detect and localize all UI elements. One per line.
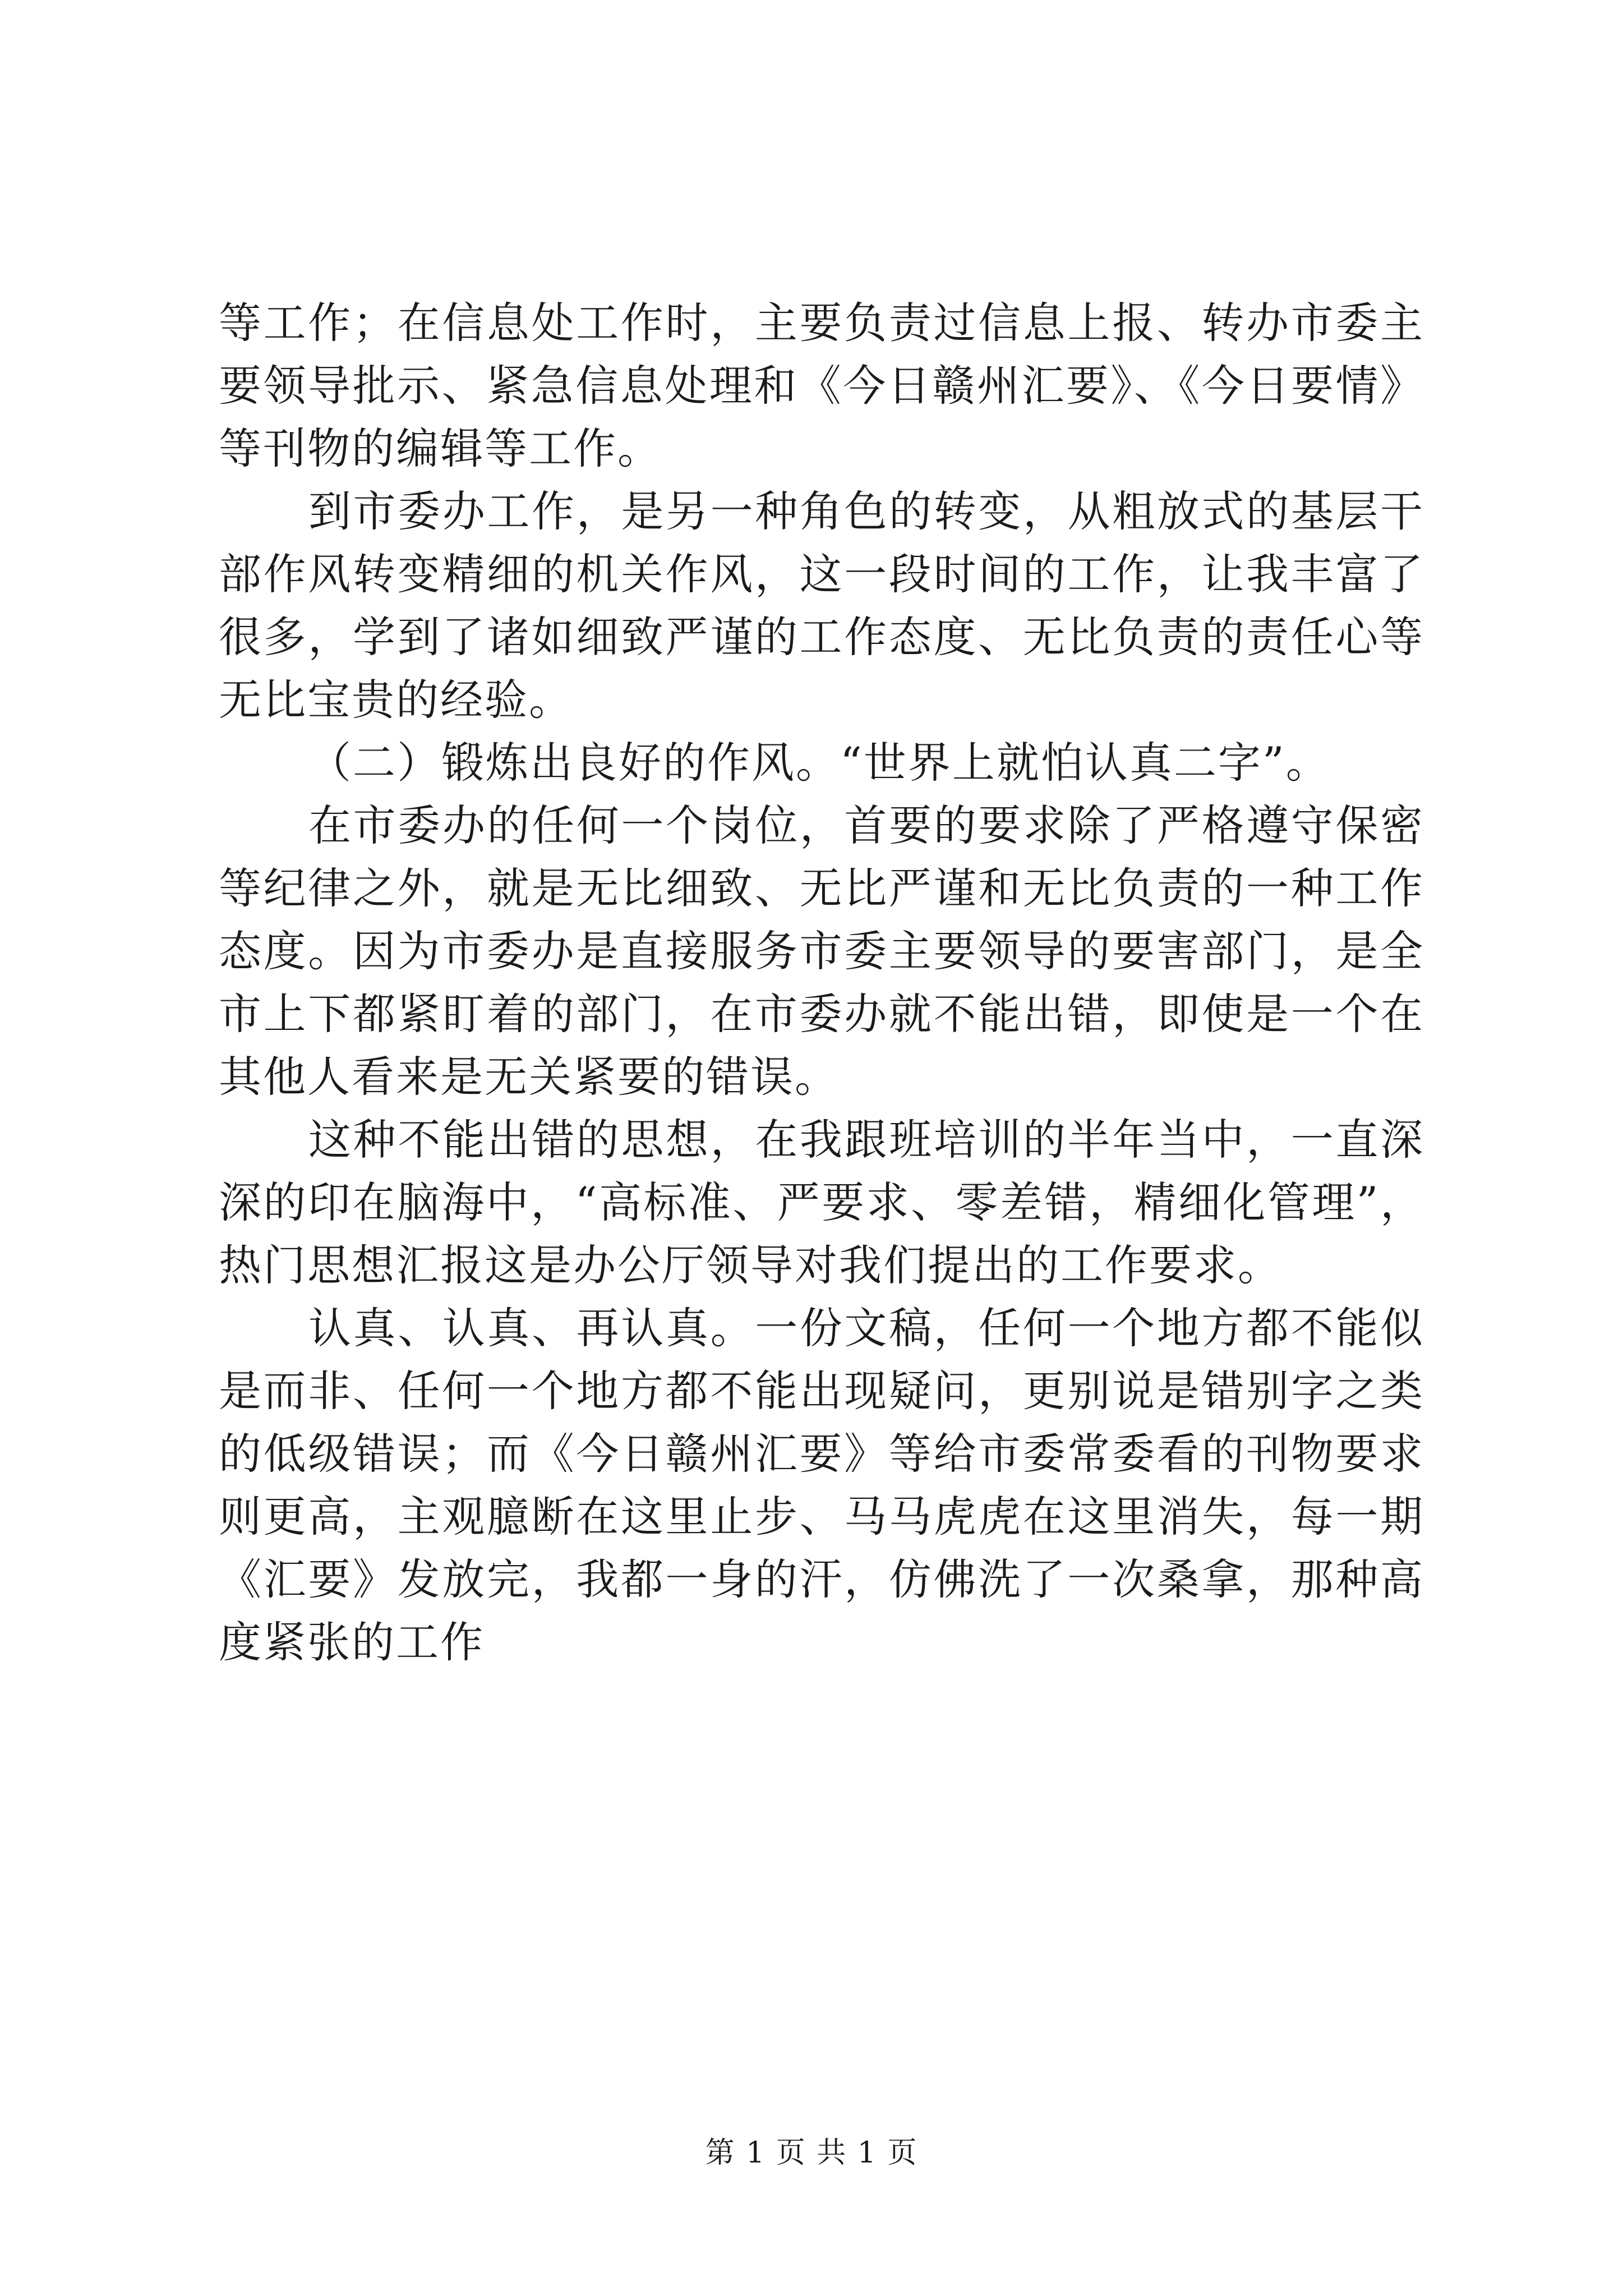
page-number-label: 第 1 页 共 1 页 bbox=[705, 2136, 918, 2170]
paragraph-2: 到市委办工作，是另一种角色的转变，从粗放式的基层干部作风转变精细的机关作风，这一段时间的工作，让我丰富了很多，学到了诸如细致严谨的工作态度、无比负责的责任心等无比宝贵的经验。 bbox=[219, 486, 1424, 725]
section-heading: （二）锻炼出良好的作风。“世界上就怕认真二字”。 bbox=[308, 738, 1330, 788]
paragraph-4: 这种不能出错的思想，在我跟班培训的半年当中，一直深深的印在脑海中，“高标准、严要求、零差错，精细化管理”，热门思想汇报这是办公厅领导对我们提出的工作要求。 bbox=[219, 1115, 1424, 1290]
paragraph-5: 认真、认真、再认真。一份文稿，任何一个地方都不能似是而非、任何一个地方都不能出现疑问，更别说是错别字之类的低级错误；而《今日赣州汇要》等给市委常委看的刊物要求则更高，主观臆断在这里止步、马马虎虎在这里消失，每一期《汇要》发放完，我都一身的汗，仿佛洗了一次桑拿，那种高度紧张的工作 bbox=[219, 1303, 1424, 1667]
paragraph-1: 等工作；在信息处工作时，主要负责过信息上报、转办市委主要领导批示、紧急信息处理和《今日赣州汇要》、《今日要情》等刊物的编辑等工作。 bbox=[219, 298, 1424, 473]
document-body bbox=[219, 292, 1424, 1674]
paragraph-3: 在市委办的任何一个岗位，首要的要求除了严格遵守保密等纪律之外，就是无比细致、无比严谨和无比负责的一种工作态度。因为市委办是直接服务市委主要领导的要害部门，是全市上下都紧盯着的部门，在市委办就不能出错，即使是一个在其他人看来是无关紧要的错误。 bbox=[219, 800, 1424, 1102]
page-footer bbox=[0, 2129, 1623, 2171]
